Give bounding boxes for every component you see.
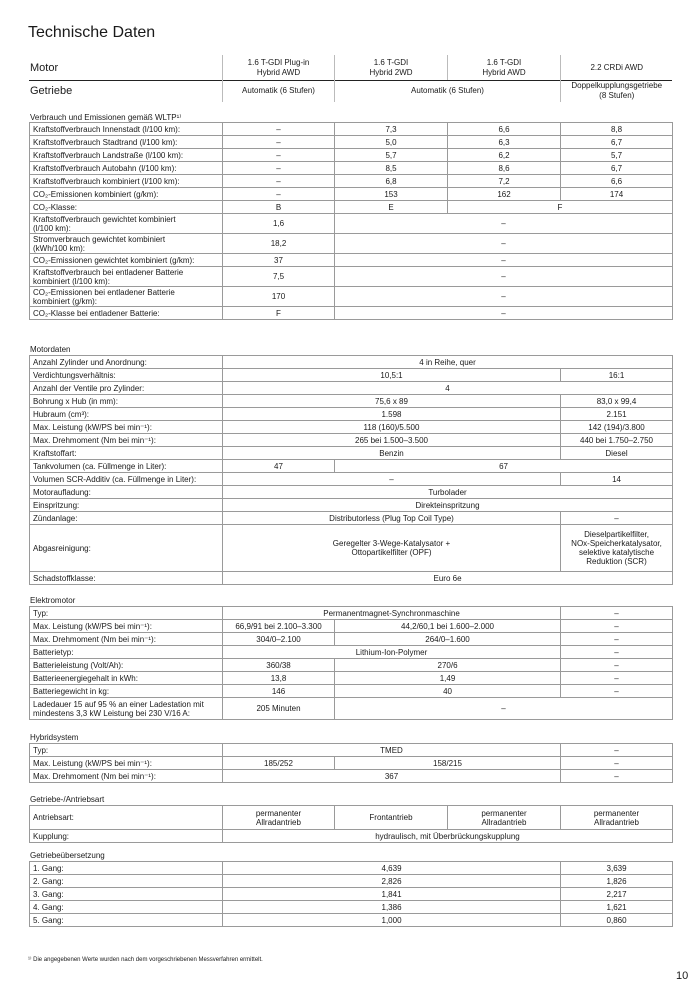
model-name-line: Hybrid AWD bbox=[482, 67, 526, 77]
spec-value: 367 bbox=[223, 770, 561, 783]
spec-label-line: Max. Drehmoment (Nm bei min⁻¹): bbox=[33, 771, 156, 781]
spec-label-line: Anzahl der Ventile pro Zylinder: bbox=[33, 383, 145, 393]
spec-label-line: Typ: bbox=[33, 745, 49, 755]
spec-value: 185/252 bbox=[223, 757, 335, 770]
spec-row bbox=[30, 123, 673, 136]
spec-row bbox=[30, 447, 673, 460]
spec-value: – bbox=[335, 267, 673, 287]
spec-value: 16:1 bbox=[561, 369, 673, 382]
spec-value: – bbox=[561, 512, 673, 525]
spec-value: 153 bbox=[335, 188, 448, 201]
spec-label bbox=[30, 646, 223, 659]
spec-label-line: Stromverbrauch gewichtet kombiniert bbox=[33, 234, 166, 244]
spec-value: 1,000 bbox=[223, 914, 561, 927]
spec-value: 10,5:1 bbox=[223, 369, 561, 382]
spec-row bbox=[30, 572, 673, 585]
spec-value: TMED bbox=[223, 744, 561, 757]
spec-value: 4 in Reihe, quer bbox=[223, 356, 673, 369]
spec-value: Geregelter 3-Wege-Katalysator + Ottopartikelfilter (OPF) bbox=[223, 525, 561, 572]
spec-label-line: 2. Gang: bbox=[33, 876, 64, 886]
spec-value: 83,0 x 99,4 bbox=[561, 395, 673, 408]
spec-row bbox=[30, 162, 673, 175]
spec-value: – bbox=[561, 770, 673, 783]
spec-label bbox=[30, 473, 223, 486]
spec-table bbox=[29, 743, 673, 783]
spec-value: Euro 6e bbox=[223, 572, 673, 585]
spec-label bbox=[30, 830, 223, 843]
spec-row bbox=[30, 914, 673, 927]
spec-label-line: Motoraufladung: bbox=[33, 487, 91, 497]
spec-value: 170 bbox=[223, 287, 335, 307]
spec-row bbox=[30, 620, 673, 633]
getriebe-cell bbox=[335, 80, 561, 102]
model-header-table bbox=[222, 55, 673, 102]
spec-value: 2,826 bbox=[223, 875, 561, 888]
spec-value: E bbox=[335, 201, 448, 214]
spec-row bbox=[30, 862, 673, 875]
spec-value: 7,3 bbox=[335, 123, 448, 136]
spec-label-line: Ladedauer 15 auf 95 % an einer Ladestation mit bbox=[33, 699, 204, 709]
spec-value: 304/0–2.100 bbox=[223, 633, 335, 646]
spec-row bbox=[30, 525, 673, 572]
footnote: ¹⁾ Die angegebenen Werte wurden nach dem vorgeschriebenen Messverfahren ermittelt. bbox=[28, 957, 263, 963]
model-name-line: Hybrid AWD bbox=[256, 67, 301, 77]
spec-label bbox=[30, 525, 223, 572]
spec-row bbox=[30, 307, 673, 320]
spec-value: – bbox=[335, 698, 673, 720]
page-number: 10 bbox=[676, 970, 689, 982]
spec-value: 37 bbox=[223, 254, 335, 267]
spec-value: 0,860 bbox=[561, 914, 673, 927]
spec-value: 1,826 bbox=[561, 875, 673, 888]
spec-value: 18,2 bbox=[223, 234, 335, 254]
spec-value: – bbox=[561, 685, 673, 698]
spec-row bbox=[30, 698, 673, 720]
spec-row bbox=[30, 633, 673, 646]
spec-value: 1.598 bbox=[223, 408, 561, 421]
spec-value: – bbox=[561, 757, 673, 770]
spec-value: 6,6 bbox=[448, 123, 561, 136]
spec-value: – bbox=[561, 620, 673, 633]
spec-value: – bbox=[223, 175, 335, 188]
spec-value: Diesel bbox=[561, 447, 673, 460]
spec-value: Lithium-Ion-Polymer bbox=[223, 646, 561, 659]
spec-label-line: mindestens 3,3 kW Leistung bei 230 V/16 A: bbox=[33, 708, 190, 718]
spec-label-line: Einspritzung: bbox=[33, 500, 80, 510]
spec-row bbox=[30, 888, 673, 901]
spec-label bbox=[30, 499, 223, 512]
spec-value: 142 (194)/3.800 bbox=[561, 421, 673, 434]
spec-value: 66,9/91 bei 2.100–3.300 bbox=[223, 620, 335, 633]
spec-value: – bbox=[335, 307, 673, 320]
spec-value: 4,639 bbox=[223, 862, 561, 875]
spec-label bbox=[30, 434, 223, 447]
spec-label-line: Anzahl Zylinder und Anordnung: bbox=[33, 357, 147, 367]
spec-label-line: Bohrung x Hub (in mm): bbox=[33, 396, 118, 406]
spec-table bbox=[29, 355, 673, 585]
spec-label-line: 4. Gang: bbox=[33, 902, 64, 912]
motor-label: Motor bbox=[30, 62, 59, 74]
model-column-header bbox=[561, 55, 673, 80]
spec-label-line: (l/100 km): bbox=[33, 223, 71, 233]
spec-label bbox=[30, 421, 223, 434]
spec-value: 174 bbox=[561, 188, 673, 201]
spec-label-line: 5. Gang: bbox=[33, 915, 64, 925]
spec-label bbox=[30, 901, 223, 914]
spec-value: – bbox=[335, 254, 673, 267]
spec-label bbox=[30, 806, 223, 830]
spec-row bbox=[30, 460, 673, 473]
spec-label-line: CO₂-Emissionen gewichtet kombiniert (g/km): bbox=[33, 255, 195, 265]
model-name-line: 1.6 T-GDI Plug-in bbox=[247, 57, 310, 67]
spec-row bbox=[30, 473, 673, 486]
spec-label-line: Zündanlage: bbox=[33, 513, 78, 523]
spec-label-line: Hubraum (cm³): bbox=[33, 409, 90, 419]
model-name-line: 2.2 CRDi AWD bbox=[590, 62, 644, 72]
getriebe-line: (8 Stufen) bbox=[599, 91, 635, 100]
spec-row bbox=[30, 672, 673, 685]
spec-row bbox=[30, 486, 673, 499]
spec-value: – bbox=[561, 607, 673, 620]
spec-row bbox=[30, 685, 673, 698]
spec-row bbox=[30, 607, 673, 620]
spec-table bbox=[29, 122, 673, 320]
model-column-header bbox=[335, 55, 448, 80]
spec-row bbox=[30, 646, 673, 659]
spec-label bbox=[30, 447, 223, 460]
spec-value: 13,8 bbox=[223, 672, 335, 685]
spec-value: Turbolader bbox=[223, 486, 673, 499]
spec-label bbox=[30, 486, 223, 499]
spec-row bbox=[30, 421, 673, 434]
spec-value: 40 bbox=[335, 685, 561, 698]
spec-label-line: CO₂-Emissionen kombiniert (g/km): bbox=[33, 189, 159, 199]
spec-label-line: Abgasreinigung: bbox=[33, 543, 91, 553]
spec-value: Distributorless (Plug Top Coil Type) bbox=[223, 512, 561, 525]
section-title: Elektromotor bbox=[30, 596, 76, 605]
spec-value: Permanentmagnet-Synchronmaschine bbox=[223, 607, 561, 620]
spec-value: 7,5 bbox=[223, 267, 335, 287]
spec-value: 1,49 bbox=[335, 672, 561, 685]
spec-value: – bbox=[223, 162, 335, 175]
spec-label-line: Kraftstoffverbrauch Stadtrand (l/100 km): bbox=[33, 137, 178, 147]
spec-label bbox=[30, 123, 223, 136]
spec-value: 1,841 bbox=[223, 888, 561, 901]
spec-label bbox=[30, 698, 223, 720]
spec-label-line: (kWh/100 km): bbox=[33, 243, 86, 253]
spec-value: Direkteinspritzung bbox=[223, 499, 673, 512]
spec-value: 264/0–1.600 bbox=[335, 633, 561, 646]
spec-value: – bbox=[223, 123, 335, 136]
model-column-header bbox=[223, 55, 335, 80]
spec-label bbox=[30, 234, 223, 254]
spec-label-line: Kraftstoffverbrauch Innenstadt (l/100 km): bbox=[33, 124, 181, 134]
section-title: Hybridsystem bbox=[30, 733, 79, 742]
spec-label bbox=[30, 188, 223, 201]
spec-value: – bbox=[335, 214, 673, 234]
spec-label-line: kombiniert (l/100 km): bbox=[33, 276, 110, 286]
spec-value: 5,0 bbox=[335, 136, 448, 149]
spec-label bbox=[30, 267, 223, 287]
spec-label bbox=[30, 287, 223, 307]
spec-value: 75,6 x 89 bbox=[223, 395, 561, 408]
spec-row bbox=[30, 267, 673, 287]
spec-label bbox=[30, 395, 223, 408]
spec-value: 2.151 bbox=[561, 408, 673, 421]
spec-value: 6,7 bbox=[561, 136, 673, 149]
spec-row bbox=[30, 254, 673, 267]
spec-value: 6,7 bbox=[561, 162, 673, 175]
spec-value: – bbox=[335, 287, 673, 307]
spec-label-line: Kraftstoffverbrauch Landstraße (l/100 km): bbox=[33, 150, 184, 160]
spec-value: 6,6 bbox=[561, 175, 673, 188]
spec-value: – bbox=[223, 149, 335, 162]
spec-value: – bbox=[223, 136, 335, 149]
spec-label bbox=[30, 149, 223, 162]
spec-value: 4 bbox=[223, 382, 673, 395]
spec-value: – bbox=[335, 234, 673, 254]
spec-label-line: Tankvolumen (ca. Füllmenge in Liter): bbox=[33, 461, 167, 471]
spec-label-line: Batterieenergiegehalt in kWh: bbox=[33, 673, 138, 683]
spec-value: – bbox=[561, 672, 673, 685]
spec-label bbox=[30, 356, 223, 369]
spec-label bbox=[30, 369, 223, 382]
spec-row bbox=[30, 875, 673, 888]
spec-label-line: CO₂-Emissionen bei entladener Batterie bbox=[33, 287, 175, 297]
spec-label bbox=[30, 214, 223, 234]
spec-value: 360/38 bbox=[223, 659, 335, 672]
spec-row bbox=[30, 175, 673, 188]
spec-label-line: Antriebsart: bbox=[33, 813, 74, 822]
spec-label-line: Max. Leistung (kW/PS bei min⁻¹): bbox=[33, 758, 152, 768]
spec-value: 8,8 bbox=[561, 123, 673, 136]
section-title: Motordaten bbox=[30, 345, 71, 354]
spec-label-line: Batteriegewicht in kg: bbox=[33, 686, 110, 696]
spec-value: 7,2 bbox=[448, 175, 561, 188]
spec-label-line: Kraftstoffverbrauch bei entladener Batterie bbox=[33, 267, 184, 277]
section-title: Verbrauch und Emissionen gemäß WLTP¹⁾ bbox=[30, 113, 182, 122]
spec-value: 146 bbox=[223, 685, 335, 698]
spec-row bbox=[30, 806, 673, 830]
spec-label bbox=[30, 685, 223, 698]
spec-value: 440 bei 1.750–2.750 bbox=[561, 434, 673, 447]
spec-label bbox=[30, 914, 223, 927]
spec-value: 270/6 bbox=[335, 659, 561, 672]
spec-row bbox=[30, 757, 673, 770]
spec-value: – bbox=[561, 646, 673, 659]
spec-label-line: Max. Leistung (kW/PS bei min⁻¹): bbox=[33, 422, 152, 432]
spec-value: – bbox=[223, 188, 335, 201]
spec-row bbox=[30, 369, 673, 382]
section-title: Getriebe-/Antriebsart bbox=[30, 795, 105, 804]
model-name-line: Hybrid 2WD bbox=[369, 67, 413, 77]
spec-row bbox=[30, 434, 673, 447]
spec-value: – bbox=[223, 473, 561, 486]
spec-label bbox=[30, 408, 223, 421]
spec-table bbox=[29, 861, 673, 927]
spec-row bbox=[30, 408, 673, 421]
spec-value: permanenter Allradantrieb bbox=[561, 806, 673, 830]
getriebe-label: Getriebe bbox=[30, 85, 73, 97]
spec-value: – bbox=[561, 633, 673, 646]
spec-label bbox=[30, 162, 223, 175]
getriebe-line: Automatik (6 Stufen) bbox=[242, 86, 315, 95]
spec-value: permanenter Allradantrieb bbox=[223, 806, 335, 830]
spec-label-line: Verdichtungsverhältnis: bbox=[33, 370, 116, 380]
spec-label bbox=[30, 744, 223, 757]
spec-label bbox=[30, 572, 223, 585]
spec-value: 5,7 bbox=[561, 149, 673, 162]
spec-label-line: Batterietyp: bbox=[33, 647, 74, 657]
spec-row bbox=[30, 382, 673, 395]
spec-value: 8,6 bbox=[448, 162, 561, 175]
spec-row bbox=[30, 356, 673, 369]
spec-row bbox=[30, 770, 673, 783]
spec-value: Frontantrieb bbox=[335, 806, 448, 830]
spec-value: permanenter Allradantrieb bbox=[448, 806, 561, 830]
spec-label-line: Typ: bbox=[33, 608, 49, 618]
spec-label-line: Schadstoffklasse: bbox=[33, 573, 96, 583]
spec-label bbox=[30, 888, 223, 901]
spec-label bbox=[30, 659, 223, 672]
spec-row bbox=[30, 201, 673, 214]
spec-label-line: Kraftstoffverbrauch Autobahn (l/100 km): bbox=[33, 163, 177, 173]
spec-row bbox=[30, 214, 673, 234]
spec-row bbox=[30, 234, 673, 254]
spec-value: – bbox=[561, 744, 673, 757]
spec-value: 158/215 bbox=[335, 757, 561, 770]
spec-value: 2,217 bbox=[561, 888, 673, 901]
spec-value: F bbox=[448, 201, 673, 214]
getriebe-line: Doppelkupplungsgetriebe bbox=[571, 81, 663, 90]
spec-value: 1,6 bbox=[223, 214, 335, 234]
spec-value: 8,5 bbox=[335, 162, 448, 175]
spec-value: 6,2 bbox=[448, 149, 561, 162]
spec-label-line: CO₂-Klasse bei entladener Batterie: bbox=[33, 308, 160, 318]
spec-value: 14 bbox=[561, 473, 673, 486]
spec-label-line: Kupplung: bbox=[33, 831, 70, 841]
spec-label bbox=[30, 382, 223, 395]
getriebe-cell bbox=[561, 80, 673, 102]
spec-row bbox=[30, 901, 673, 914]
spec-label bbox=[30, 862, 223, 875]
spec-value: B bbox=[223, 201, 335, 214]
spec-label bbox=[30, 254, 223, 267]
spec-value: 44,2/60,1 bei 1.600–2.000 bbox=[335, 620, 561, 633]
spec-label-line: Volumen SCR-Additiv (ca. Füllmenge in Liter): bbox=[33, 474, 197, 484]
spec-label bbox=[30, 875, 223, 888]
spec-value: 265 bei 1.500–3.500 bbox=[223, 434, 561, 447]
spec-value: 3,639 bbox=[561, 862, 673, 875]
spec-value: – bbox=[561, 659, 673, 672]
spec-row bbox=[30, 659, 673, 672]
getriebe-cell bbox=[223, 80, 335, 102]
spec-label bbox=[30, 633, 223, 646]
spec-value: 1,386 bbox=[223, 901, 561, 914]
spec-value: 205 Minuten bbox=[223, 698, 335, 720]
spec-label-line: Max. Drehmoment (Nm bei min⁻¹): bbox=[33, 634, 156, 644]
spec-value: hydraulisch, mit Überbrückungskupplung bbox=[223, 830, 673, 843]
spec-value: 67 bbox=[335, 460, 673, 473]
spec-value: 162 bbox=[448, 188, 561, 201]
spec-value: 47 bbox=[223, 460, 335, 473]
model-name-line: 1.6 T-GDI bbox=[373, 57, 409, 67]
spec-row bbox=[30, 499, 673, 512]
spec-label-line: Max. Leistung (kW/PS bei min⁻¹): bbox=[33, 621, 152, 631]
spec-row bbox=[30, 149, 673, 162]
spec-label-line: Max. Drehmoment (Nm bei min⁻¹): bbox=[33, 435, 156, 445]
spec-row bbox=[30, 136, 673, 149]
spec-label-line: CO₂-Klasse: bbox=[33, 202, 78, 212]
spec-label bbox=[30, 201, 223, 214]
spec-table bbox=[29, 606, 673, 720]
spec-value: F bbox=[223, 307, 335, 320]
spec-value: 6,3 bbox=[448, 136, 561, 149]
spec-label-line: Kraftstoffverbrauch gewichtet kombiniert bbox=[33, 214, 176, 224]
spec-value: 5,7 bbox=[335, 149, 448, 162]
spec-label-line: 1. Gang: bbox=[33, 863, 64, 873]
spec-row bbox=[30, 287, 673, 307]
spec-table bbox=[29, 805, 673, 843]
getriebe-line: Automatik (6 Stufen) bbox=[411, 86, 484, 95]
model-name-line: 1.6 T-GDI bbox=[486, 57, 522, 67]
spec-row bbox=[30, 744, 673, 757]
spec-label bbox=[30, 672, 223, 685]
spec-label-line: Batterieleistung (Volt/Ah): bbox=[33, 660, 124, 670]
spec-label bbox=[30, 175, 223, 188]
spec-label bbox=[30, 757, 223, 770]
spec-row bbox=[30, 512, 673, 525]
spec-label bbox=[30, 460, 223, 473]
spec-value: 6,8 bbox=[335, 175, 448, 188]
model-column-header bbox=[448, 55, 561, 80]
spec-label-line: Kraftstoffverbrauch kombiniert (l/100 km): bbox=[33, 176, 180, 186]
spec-label-line: Kraftstoffart: bbox=[33, 448, 77, 458]
spec-label bbox=[30, 607, 223, 620]
spec-row bbox=[30, 188, 673, 201]
spec-value: 1,621 bbox=[561, 901, 673, 914]
spec-value: 118 (160)/5.500 bbox=[223, 421, 561, 434]
spec-value: Dieselpartikelfilter, NOx-Speicherkatalysator, selektive katalytische Reduktion (SCR) bbox=[561, 525, 673, 572]
spec-label bbox=[30, 770, 223, 783]
spec-label bbox=[30, 307, 223, 320]
page-title: Technische Daten bbox=[28, 24, 156, 41]
spec-label bbox=[30, 620, 223, 633]
spec-label bbox=[30, 136, 223, 149]
spec-value: Benzin bbox=[223, 447, 561, 460]
spec-label-line: kombiniert (g/km): bbox=[33, 296, 98, 306]
spec-label bbox=[30, 512, 223, 525]
spec-row bbox=[30, 395, 673, 408]
spec-label-line: 3. Gang: bbox=[33, 889, 64, 899]
spec-row bbox=[30, 830, 673, 843]
section-title: Getriebeübersetzung bbox=[30, 851, 105, 860]
